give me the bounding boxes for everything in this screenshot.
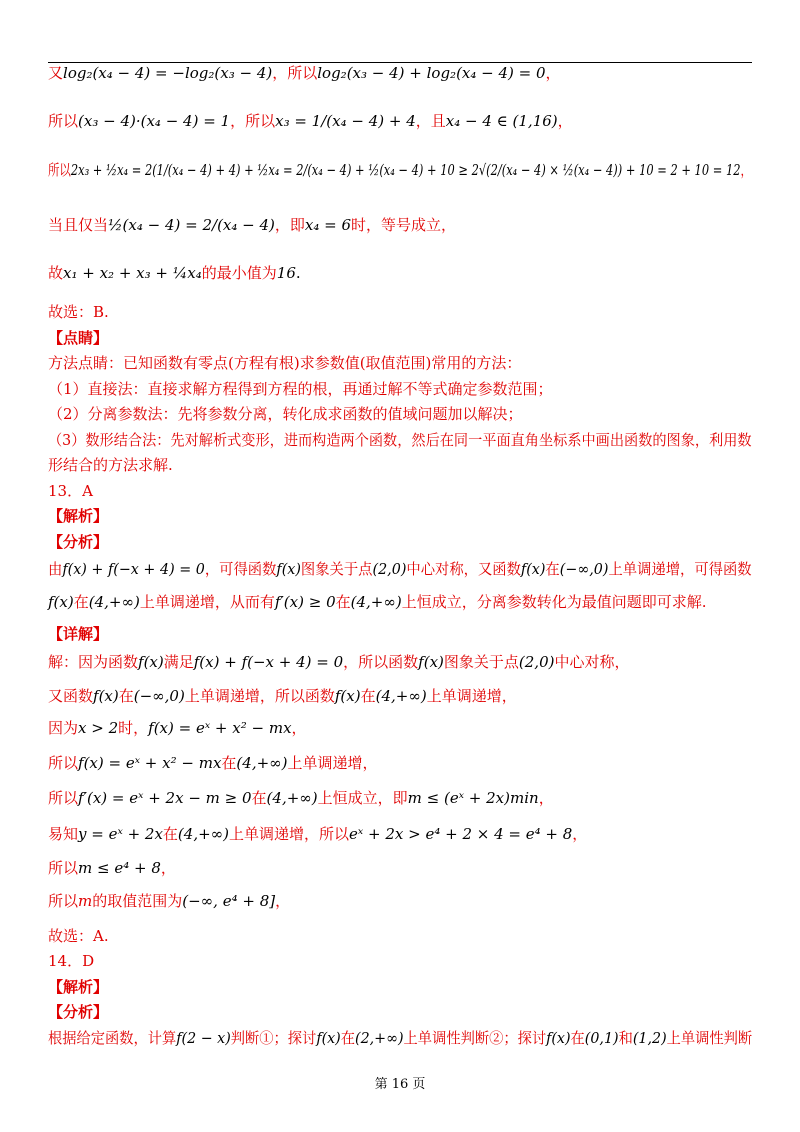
text-segment: 【解析】 bbox=[48, 507, 109, 525]
text-segment: ， bbox=[291, 719, 307, 737]
text-segment: ， bbox=[160, 859, 176, 877]
method-intro bbox=[48, 356, 521, 371]
text-segment: （3）数形结合法：先对解析式变形，进而构造两个函数，然后在同一平面直角坐标系中画出函数的图象，利用数 bbox=[48, 431, 752, 449]
math-expression: f(x) bbox=[334, 687, 361, 705]
method-3 bbox=[48, 433, 752, 448]
solution-line-4 bbox=[48, 756, 378, 771]
text-segment: 中心对称，又函数 bbox=[406, 560, 521, 578]
math-expression: f′(x) ≥ 0 bbox=[274, 593, 336, 611]
text-segment: 中心对称， bbox=[554, 653, 630, 671]
solution-line-2 bbox=[48, 689, 517, 704]
text-segment: ，且 bbox=[415, 112, 446, 130]
text-segment: 在 bbox=[570, 1029, 585, 1047]
section-heading-xiangjie bbox=[48, 627, 108, 642]
text-segment: （2）分离参数法：先将参数分离，转化成求函数的值域问题加以解决； bbox=[48, 405, 523, 423]
question-13-answer bbox=[48, 484, 93, 499]
line-answer-a bbox=[48, 929, 109, 944]
math-expression: x₄ = 6 bbox=[304, 216, 352, 234]
text-segment: 上单调性判断②；探讨 bbox=[403, 1029, 547, 1047]
text-segment: 【详解】 bbox=[48, 625, 109, 643]
math-expression: ½(x₄ − 4) = 2/(x₄ − 4) bbox=[108, 216, 275, 234]
line-answer-b bbox=[48, 305, 109, 320]
text-segment: 上恒成立，分离参数转化为最值问题即可求解. bbox=[401, 593, 707, 611]
method-1 bbox=[48, 382, 553, 397]
solution-line-3 bbox=[48, 721, 307, 736]
math-expression: f(x) bbox=[520, 560, 546, 578]
text-segment: 满足 bbox=[163, 653, 194, 671]
math-expression: f(x) = eˣ + x² − mx bbox=[148, 719, 292, 737]
text-segment: 方法点睛：已知函数有零点(方程有根)求参数值(取值范围)常用的方法： bbox=[48, 354, 522, 372]
text-segment: ，所以 bbox=[230, 112, 276, 130]
math-expression: f(x) bbox=[316, 1029, 341, 1047]
text-segment: 【分析】 bbox=[48, 1003, 109, 1021]
math-expression: m ≤ (eˣ + 2x)min bbox=[407, 789, 539, 807]
text-segment: 【点睛】 bbox=[48, 329, 109, 347]
solution-line-6 bbox=[48, 827, 587, 842]
text-segment: ，所以函数 bbox=[343, 653, 419, 671]
text-segment: 根据给定函数，计算 bbox=[48, 1029, 177, 1047]
math-expression: 2x₃ + ½x₄ = 2(1/(x₄ − 4) + 4) + ½x₄ = 2/(x₄ − 4) + ½(x₄ − 4) + 10 ≥ 2√(2/(x₄ − 4) × ½(x₄ − 4)) + 10 = 2 + 10 = 12 bbox=[70, 161, 741, 179]
text-segment: 又函数 bbox=[48, 687, 94, 705]
section-heading-dianjing bbox=[48, 331, 108, 346]
text-segment: 所以 bbox=[48, 754, 79, 772]
math-expression: (x₃ − 4)·(x₄ − 4) = 1 bbox=[78, 112, 231, 130]
text-segment: ， bbox=[557, 112, 573, 130]
math-expression: (−∞,0) bbox=[133, 687, 185, 705]
text-segment: ，即 bbox=[274, 216, 305, 234]
line-log-equation bbox=[48, 66, 561, 81]
line-equality-condition bbox=[48, 218, 456, 233]
text-segment: 因为 bbox=[48, 719, 79, 737]
math-expression: log₂(x₃ − 4) + log₂(x₄ − 4) = 0 bbox=[317, 64, 546, 82]
text-segment: 【分析】 bbox=[48, 533, 109, 551]
math-expression: f(x) bbox=[48, 593, 74, 611]
text-segment: 在 bbox=[340, 1029, 356, 1047]
line-product-equation bbox=[48, 114, 573, 129]
math-expression: (4,+∞) bbox=[375, 687, 427, 705]
math-expression: (4,+∞) bbox=[177, 825, 230, 843]
text-segment: 的取值范围为 bbox=[92, 892, 183, 910]
text-segment: 故选：B. bbox=[48, 303, 109, 321]
text-segment: 14．D bbox=[48, 952, 95, 970]
text-segment: ， bbox=[275, 892, 291, 910]
text-segment: ， bbox=[538, 789, 554, 807]
text-segment: 在 bbox=[73, 593, 89, 611]
text-segment: 时， bbox=[118, 719, 149, 737]
math-expression: (−∞, e⁴ + 8] bbox=[182, 892, 276, 910]
math-expression: (−∞,0) bbox=[559, 560, 609, 578]
text-segment: ， bbox=[740, 161, 752, 179]
header-rule bbox=[48, 62, 752, 63]
solution-line-7 bbox=[48, 861, 176, 876]
text-segment: （1）直接法：直接求解方程得到方程的根，再通过解不等式确定参数范围； bbox=[48, 380, 553, 398]
text-segment: 在 bbox=[162, 825, 178, 843]
text-segment: 判断①；探讨 bbox=[230, 1029, 317, 1047]
text-segment: ，可得函数 bbox=[204, 560, 277, 578]
math-expression: x₁ + x₂ + x₃ + ¼x₄ bbox=[63, 264, 202, 282]
text-segment: 上单调递增，所以 bbox=[229, 825, 350, 843]
question-14-answer bbox=[48, 954, 94, 969]
solution-line-1 bbox=[48, 655, 629, 670]
text-segment: 上单调递增，所以函数 bbox=[184, 687, 335, 705]
math-expression: y = eˣ + 2x bbox=[78, 825, 163, 843]
text-segment: 上单调递增，从而有 bbox=[139, 593, 275, 611]
text-segment: 时，等号成立， bbox=[351, 216, 457, 234]
text-segment: 上单调递增， bbox=[426, 687, 517, 705]
text-segment: 在 bbox=[335, 593, 351, 611]
math-expression: f(x) bbox=[93, 687, 119, 705]
math-expression: log₂(x₄ − 4) = −log₂(x₃ − 4) bbox=[63, 64, 273, 82]
text-segment: ， bbox=[572, 825, 588, 843]
text-segment: 上恒成立，即 bbox=[317, 789, 408, 807]
text-segment: 所以 bbox=[48, 161, 71, 179]
math-expression: (2,0) bbox=[518, 653, 555, 671]
math-expression: (4,+∞) bbox=[266, 789, 318, 807]
method-3-cont bbox=[48, 458, 173, 473]
analysis-line-2 bbox=[48, 595, 707, 610]
math-expression: f′(x) = eˣ + 2x − m ≥ 0 bbox=[78, 789, 252, 807]
text-segment: 上单调性判断 bbox=[666, 1029, 753, 1047]
math-expression: (2,0) bbox=[372, 560, 407, 578]
text-segment: 所以 bbox=[48, 859, 79, 877]
math-expression: m bbox=[78, 892, 93, 910]
text-segment: 在 bbox=[251, 789, 267, 807]
line-inequality bbox=[48, 163, 752, 178]
text-segment: 所以 bbox=[48, 112, 79, 130]
text-segment: 【解析】 bbox=[48, 978, 109, 996]
text-segment: 上单调递增， bbox=[287, 754, 378, 772]
text-segment: 解：因为函数 bbox=[48, 653, 139, 671]
math-expression: (4,+∞) bbox=[350, 593, 402, 611]
method-2 bbox=[48, 407, 523, 422]
text-segment: 在 bbox=[360, 687, 376, 705]
text-segment: 易知 bbox=[48, 825, 79, 843]
analysis-14-line-1 bbox=[48, 1031, 752, 1046]
math-expression: f(2 − x) bbox=[176, 1029, 231, 1047]
section-heading-jiexi bbox=[48, 509, 108, 524]
math-expression: x₄ − 4 ∈ (1,16) bbox=[445, 112, 558, 130]
text-segment: 又 bbox=[48, 64, 64, 82]
math-expression: m ≤ e⁴ + 8 bbox=[78, 859, 161, 877]
math-expression: eˣ + 2x > e⁴ + 2 × 4 = e⁴ + 8 bbox=[349, 825, 573, 843]
text-segment: 的最小值为 bbox=[201, 264, 277, 282]
analysis-line-1 bbox=[48, 562, 752, 577]
math-expression: 16 bbox=[276, 264, 296, 282]
solution-line-8 bbox=[48, 894, 290, 909]
text-segment: 故选：A. bbox=[48, 927, 109, 945]
section-heading-jiexi-14 bbox=[48, 980, 108, 995]
section-heading-fenxi-14 bbox=[48, 1005, 108, 1020]
text-segment: 当且仅当 bbox=[48, 216, 109, 234]
text-segment: 在 bbox=[221, 754, 237, 772]
math-expression: f(x) bbox=[276, 560, 301, 578]
line-minimum-value bbox=[48, 266, 301, 281]
text-segment: 在 bbox=[545, 560, 560, 578]
text-segment: ， bbox=[545, 64, 561, 82]
math-expression: x > 2 bbox=[78, 719, 119, 737]
math-expression: (4,+∞) bbox=[88, 593, 140, 611]
math-expression: (2,+∞) bbox=[355, 1029, 404, 1047]
text-segment: 故 bbox=[48, 264, 64, 282]
text-segment: 图象关于点 bbox=[443, 653, 519, 671]
math-expression: (1,2) bbox=[632, 1029, 667, 1047]
math-expression: (0,1) bbox=[584, 1029, 619, 1047]
math-expression: f(x) bbox=[418, 653, 444, 671]
math-expression: x₃ = 1/(x₄ − 4) + 4 bbox=[275, 112, 416, 130]
solution-line-5 bbox=[48, 791, 554, 806]
text-segment: 形结合的方法求解. bbox=[48, 456, 173, 474]
text-segment: 图象关于点 bbox=[300, 560, 373, 578]
text-segment: 所以 bbox=[48, 789, 79, 807]
math-expression: f(x) bbox=[138, 653, 164, 671]
math-expression: (4,+∞) bbox=[236, 754, 288, 772]
text-segment: 上单调递增，可得函数 bbox=[608, 560, 752, 578]
math-expression: f(x) bbox=[546, 1029, 571, 1047]
text-segment: 和 bbox=[618, 1029, 633, 1047]
text-segment: 在 bbox=[118, 687, 134, 705]
text-segment: 13．A bbox=[48, 482, 93, 500]
text-segment: 所以 bbox=[48, 892, 79, 910]
math-expression: f(x) + f(−x + 4) = 0 bbox=[193, 653, 344, 671]
page-number: 第 16 页 bbox=[374, 1077, 426, 1092]
math-expression: f(x) = eˣ + x² − mx bbox=[78, 754, 222, 772]
text-segment: . bbox=[295, 264, 301, 282]
section-heading-fenxi bbox=[48, 535, 108, 550]
text-segment: 由 bbox=[48, 560, 63, 578]
math-expression: f(x) + f(−x + 4) = 0 bbox=[62, 560, 205, 578]
text-segment: ，所以 bbox=[272, 64, 318, 82]
